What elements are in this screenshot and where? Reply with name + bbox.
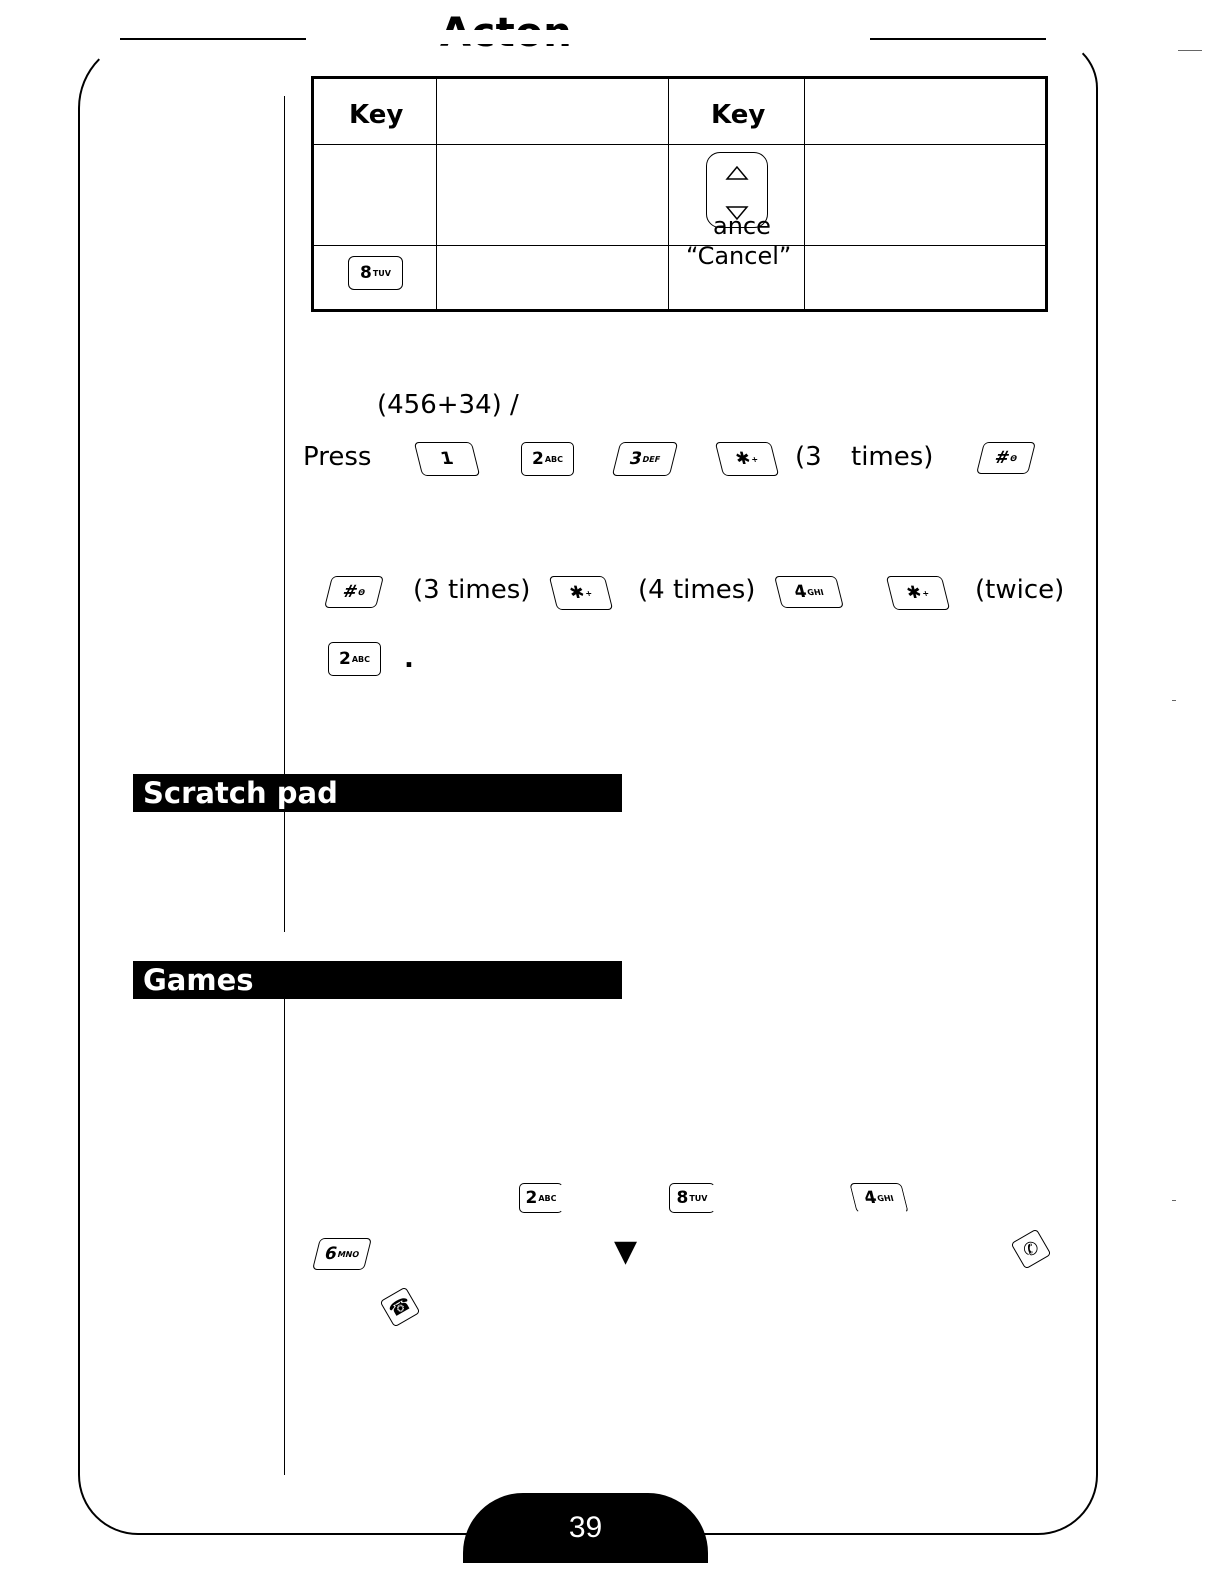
key-sublabel: GHI <box>806 587 825 597</box>
key-label: ✆ <box>1019 1236 1043 1262</box>
frame-top-rule-right <box>870 38 1046 40</box>
times-three: (3 times) <box>413 575 531 605</box>
key-sublabel: + <box>750 454 760 464</box>
key-label: 8 <box>360 263 372 283</box>
period: . <box>404 644 414 674</box>
key-1-icon <box>414 442 480 476</box>
key-sublabel: GHI <box>876 1193 895 1203</box>
key-label: 8 <box>676 1188 689 1208</box>
key-sublabel: + <box>584 588 594 598</box>
key-8-icon <box>348 256 403 290</box>
section-header-games: Games <box>133 961 622 999</box>
key-sublabel: ABC <box>544 454 563 464</box>
page-number: 39 <box>463 1493 708 1563</box>
table-divider <box>668 76 669 312</box>
key-sublabel: + <box>921 588 931 598</box>
key-label: 3 <box>627 449 645 469</box>
key-label: ✱ <box>733 449 753 469</box>
key-3-icon <box>612 442 678 476</box>
key-label: ✱ <box>567 583 587 603</box>
example-expression: (456+34) / <box>377 390 519 420</box>
table-divider <box>436 76 437 312</box>
key-label: ☎ <box>385 1292 415 1322</box>
down-arrow-icon: ▼ <box>614 1234 638 1269</box>
key-label: 4 <box>791 582 809 602</box>
times-four: (4 times) <box>638 575 756 605</box>
key-label: ✱ <box>904 583 924 603</box>
twice-label: (twice) <box>975 575 1065 605</box>
times-count: (3 <box>795 442 822 472</box>
table-header-key: Key <box>349 100 404 130</box>
key-label: 2 <box>338 649 351 669</box>
key-label: 1 <box>438 449 456 469</box>
key-label: 6 <box>322 1244 340 1264</box>
frame-top-rule-left <box>120 38 306 40</box>
table-row-divider <box>311 245 1048 246</box>
key-sublabel: TUV <box>372 268 391 278</box>
key-sublabel: DEF <box>641 454 662 464</box>
key-label: 2 <box>525 1188 538 1208</box>
key-hash-icon <box>976 442 1036 474</box>
edge-mark <box>1172 1200 1176 1201</box>
key-8-icon <box>669 1183 715 1213</box>
key-sublabel: ABC <box>538 1193 557 1203</box>
margin-rule <box>284 998 285 1475</box>
key-sublabel: MNO <box>336 1249 361 1259</box>
key-2-icon <box>521 442 574 476</box>
cancel-fragment: ance <box>713 212 771 240</box>
edge-mark <box>1178 50 1202 51</box>
key-4-icon <box>849 1183 908 1213</box>
key-sublabel: Θ <box>357 587 367 597</box>
key-2-icon <box>519 1183 563 1213</box>
key-sublabel: TUV <box>689 1193 708 1203</box>
key-label: 4 <box>861 1188 879 1208</box>
key-star-icon <box>886 576 950 610</box>
key-6-icon <box>312 1238 372 1270</box>
key-table <box>311 76 1048 312</box>
key-label: # <box>340 582 360 602</box>
press-label: Press <box>303 442 372 472</box>
key-4-icon <box>774 576 844 608</box>
key-sublabel: Θ <box>1009 453 1019 463</box>
key-label: 2 <box>531 449 544 469</box>
key-2-icon <box>328 642 381 676</box>
edge-mark <box>1172 700 1176 701</box>
cancel-label: “Cancel” <box>686 242 792 270</box>
table-row-divider <box>311 144 1048 145</box>
section-header-scratch-pad: Scratch pad <box>133 774 622 812</box>
key-label: # <box>992 448 1012 468</box>
key-star-icon <box>715 442 779 476</box>
times-word: times) <box>851 442 934 472</box>
key-star-icon <box>549 576 613 610</box>
table-divider <box>804 76 805 312</box>
frame-gap <box>300 30 875 44</box>
key-sublabel: ABC <box>351 654 370 664</box>
table-header-key: Key <box>711 100 766 130</box>
key-hash-icon <box>324 576 384 608</box>
